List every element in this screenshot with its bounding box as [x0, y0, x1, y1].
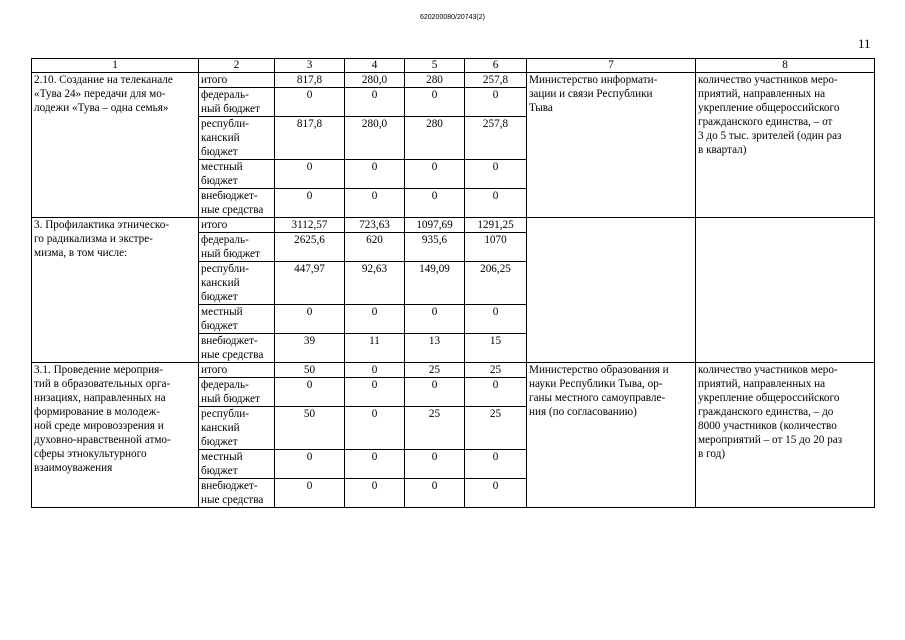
- column-header: 4: [345, 59, 405, 73]
- funding-value: 817,8: [275, 117, 345, 160]
- funding-value: 0: [405, 88, 465, 117]
- funding-source: республи- канский бюджет: [199, 117, 275, 160]
- funding-value: 25: [465, 407, 527, 450]
- responsible-executors: Министерство информати- зации и связи Республики Тыва: [527, 73, 696, 218]
- funding-value: 50: [275, 407, 345, 450]
- funding-value: 257,8: [465, 73, 527, 88]
- funding-value: 280: [405, 117, 465, 160]
- column-header: 6: [465, 59, 527, 73]
- funding-value: 0: [345, 88, 405, 117]
- funding-value: 0: [405, 479, 465, 508]
- funding-value: 0: [345, 479, 405, 508]
- funding-value: 257,8: [465, 117, 527, 160]
- measure-description: 3.1. Проведение мероприя- тий в образовательных орга- низациях, направленных на формирование в молодеж- ной среде мировоззрения и духовно-нравственной атмо- сферы этнокультурного взаимоуважения: [32, 363, 199, 508]
- funding-value: 0: [275, 160, 345, 189]
- funding-value: 0: [465, 305, 527, 334]
- funding-value: 25: [405, 407, 465, 450]
- funding-value: 13: [405, 334, 465, 363]
- funding-value: 0: [345, 450, 405, 479]
- funding-value: 280,0: [345, 117, 405, 160]
- funding-value: 0: [345, 363, 405, 378]
- column-header: 7: [527, 59, 696, 73]
- funding-value: 3112,57: [275, 218, 345, 233]
- measure-description: 2.10. Создание на телеканале «Тува 24» передачи для мо- лодежи «Тува – одна семья»: [32, 73, 199, 218]
- table-row: [32, 73, 875, 88]
- funding-value: 1291,25: [465, 218, 527, 233]
- funding-value: 0: [345, 189, 405, 218]
- funding-value: 0: [405, 450, 465, 479]
- funding-source: внебюджет- ные средства: [199, 334, 275, 363]
- funding-value: 1097,69: [405, 218, 465, 233]
- document-id: 620200080/20743(2): [419, 14, 485, 21]
- column-header: 2: [199, 59, 275, 73]
- column-header: 3: [275, 59, 345, 73]
- funding-value: 0: [465, 160, 527, 189]
- funding-value: 0: [275, 450, 345, 479]
- target-indicator: количество участников меро- приятий, направленных на укрепление общероссийского гражданского единства, – до 8000 участников (количество мероприятий – от 15 до 20 раз в год): [696, 363, 875, 508]
- header-row: [32, 59, 875, 73]
- table-row: [32, 363, 875, 378]
- funding-source: республи- канский бюджет: [199, 407, 275, 450]
- funding-value: 1070: [465, 233, 527, 262]
- funding-value: 0: [345, 407, 405, 450]
- target-indicator: количество участников меро- приятий, направленных на укрепление общероссийского гражданского единства, – от 3 до 5 тыс. зрителей (один раз в квартал): [696, 73, 875, 218]
- column-header: 5: [405, 59, 465, 73]
- funding-value: 0: [345, 305, 405, 334]
- funding-value: 935,6: [405, 233, 465, 262]
- responsible-executors: [527, 218, 696, 363]
- funding-source: федераль- ный бюджет: [199, 378, 275, 407]
- funding-value: 817,8: [275, 73, 345, 88]
- column-header: 1: [32, 59, 199, 73]
- target-indicator: [696, 218, 875, 363]
- funding-value: 206,25: [465, 262, 527, 305]
- funding-value: 0: [465, 450, 527, 479]
- funding-source: внебюджет- ные средства: [199, 479, 275, 508]
- funding-value: 0: [275, 88, 345, 117]
- funding-value: 0: [345, 160, 405, 189]
- funding-value: 50: [275, 363, 345, 378]
- funding-source: местный бюджет: [199, 160, 275, 189]
- funding-value: 620: [345, 233, 405, 262]
- funding-value: 0: [345, 378, 405, 407]
- funding-value: 15: [465, 334, 527, 363]
- funding-value: 2625,6: [275, 233, 345, 262]
- funding-value: 0: [275, 305, 345, 334]
- funding-source: внебюджет- ные средства: [199, 189, 275, 218]
- funding-source: республи- канский бюджет: [199, 262, 275, 305]
- funding-value: 149,09: [405, 262, 465, 305]
- funding-source: федераль- ный бюджет: [199, 88, 275, 117]
- measure-description: 3. Профилактика этническо- го радикализма и экстре- мизма, в том числе:: [32, 218, 199, 363]
- funding-value: 0: [275, 378, 345, 407]
- funding-source: местный бюджет: [199, 450, 275, 479]
- page-number: 11: [858, 36, 871, 51]
- funding-value: 0: [405, 160, 465, 189]
- funding-value: 723,63: [345, 218, 405, 233]
- funding-value: 447,97: [275, 262, 345, 305]
- program-table: [31, 58, 875, 508]
- responsible-executors: Министерство образования и науки Республики Тыва, ор- ганы местного самоуправле- ния (по согласованию): [527, 363, 696, 508]
- table-body: [32, 73, 875, 508]
- table-row: [32, 218, 875, 233]
- funding-value: 0: [405, 378, 465, 407]
- funding-value: 0: [405, 305, 465, 334]
- funding-value: 0: [465, 189, 527, 218]
- funding-value: 0: [275, 189, 345, 218]
- funding-value: 39: [275, 334, 345, 363]
- column-header: 8: [696, 59, 875, 73]
- funding-source: итого: [199, 363, 275, 378]
- funding-value: 280,0: [345, 73, 405, 88]
- funding-value: 11: [345, 334, 405, 363]
- funding-source: федераль- ный бюджет: [199, 233, 275, 262]
- funding-value: 92,63: [345, 262, 405, 305]
- funding-value: 0: [405, 189, 465, 218]
- funding-source: итого: [199, 218, 275, 233]
- funding-source: итого: [199, 73, 275, 88]
- funding-value: 280: [405, 73, 465, 88]
- funding-value: 0: [275, 479, 345, 508]
- funding-value: 0: [465, 479, 527, 508]
- funding-value: 0: [465, 88, 527, 117]
- funding-source: местный бюджет: [199, 305, 275, 334]
- funding-value: 25: [465, 363, 527, 378]
- funding-value: 0: [465, 378, 527, 407]
- funding-value: 25: [405, 363, 465, 378]
